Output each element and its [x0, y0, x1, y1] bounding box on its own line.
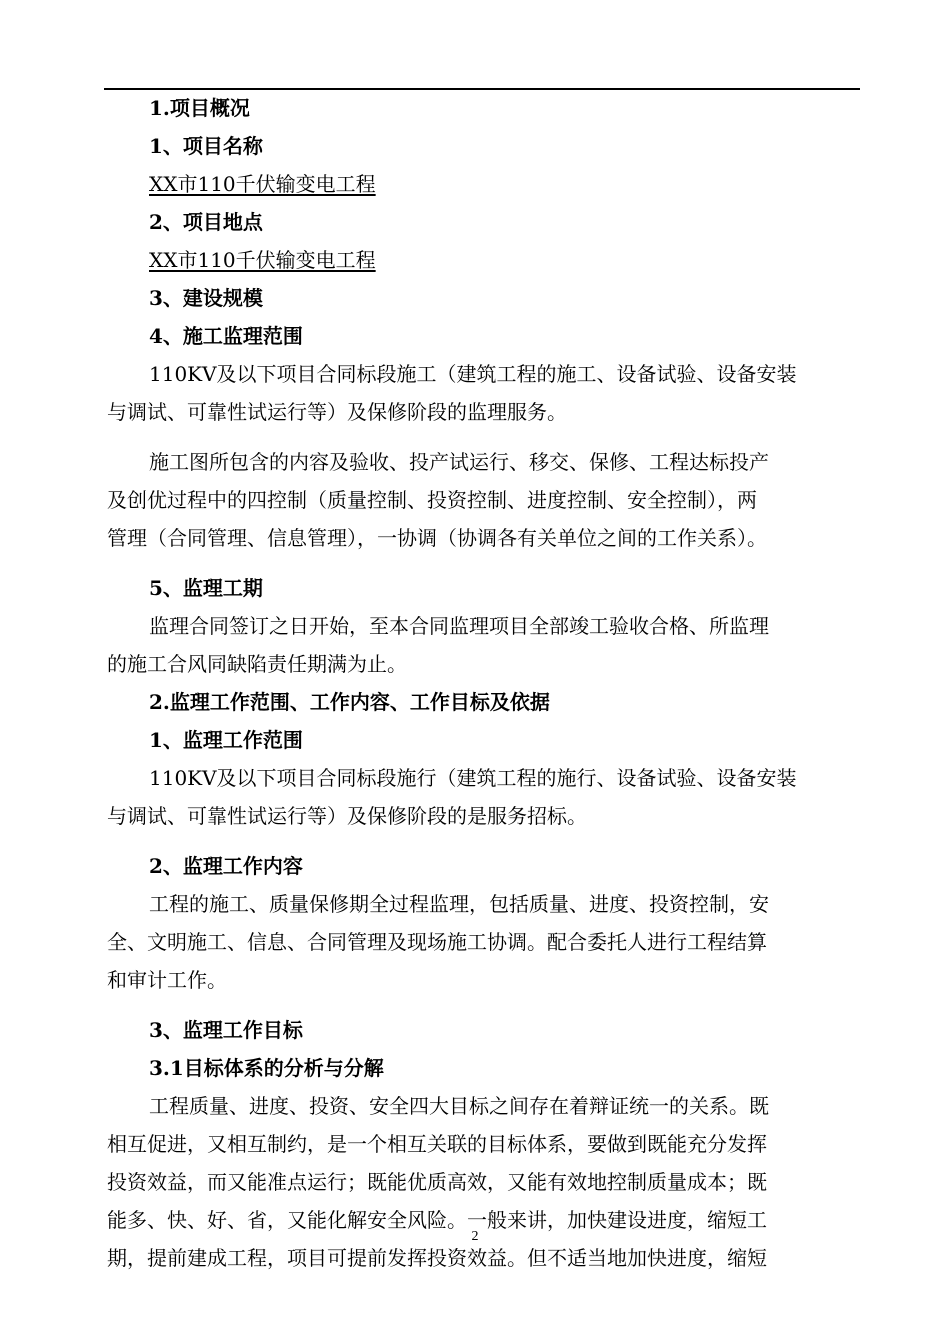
paragraph-line: 期，提前建成工程，项目可提前发挥投资效益。但不适当地加快进度，缩短 [107, 1246, 767, 1270]
paragraph-line: 工程的施工、质量保修期全过程监理，包括质量、进度、投资控制，安 [149, 892, 769, 916]
work-scope-heading: 1、监理工作范围 [149, 728, 303, 752]
project-location-heading: 2、项目地点 [149, 210, 263, 234]
document-body [107, 89, 859, 1277]
paragraph-line: 110KV及以下项目合同标段施行（建筑工程的施行、设备试验、设备安装 [149, 766, 797, 790]
supervision-period-heading: 5、监理工期 [149, 576, 263, 600]
paragraph-line: 和审计工作。 [107, 968, 227, 992]
paragraph-line: 投资效益，而又能准点运行；既能优质高效，又能有效地控制质量成本；既 [107, 1170, 767, 1194]
paragraph-line: 施工图所包含的内容及验收、投产试运行、移交、保修、工程达标投产 [149, 450, 769, 474]
work-content-heading: 2、监理工作内容 [149, 854, 303, 878]
project-name-heading: 1、项目名称 [149, 134, 263, 158]
project-name-value [107, 165, 859, 203]
page-number: 2 [471, 1229, 479, 1244]
paragraph-line: 的施工合风同缺陷责任期满为止。 [107, 652, 407, 676]
section-2-heading: 2.监理工作范围、工作内容、工作目标及依据 [149, 690, 550, 714]
supervision-scope-heading: 4、施工监理范围 [149, 324, 303, 348]
construction-scale-heading: 3、建设规模 [149, 286, 263, 310]
paragraph-line: 工程质量、进度、投资、安全四大目标之间存在着辩证统一的关系。既 [149, 1094, 769, 1118]
work-goal-heading: 3、监理工作目标 [149, 1018, 303, 1042]
paragraph-line: 与调试、可靠性试运行等）及保修阶段的监理服务。 [107, 400, 567, 424]
paragraph-line: 管理（合同管理、信息管理），一协调（协调各有关单位之间的工作关系）。 [107, 526, 767, 550]
section-1-heading: 1.项目概况 [149, 96, 250, 120]
project-name-text: XX市110千伏输变电工程 [149, 172, 376, 196]
paragraph-line: 能多、快、好、省，又能化解安全风险。一般来讲，加快建设进度，缩短工 [107, 1208, 767, 1232]
paragraph-line: 及创优过程中的四控制（质量控制、投资控制、进度控制、安全控制），两 [107, 488, 757, 512]
paragraph-line: 与调试、可靠性试运行等）及保修阶段的是服务招标。 [107, 804, 587, 828]
goal-analysis-heading: 3.1目标体系的分析与分解 [149, 1056, 384, 1080]
paragraph-line: 相互促进，又相互制约，是一个相互关联的目标体系，要做到既能充分发挥 [107, 1132, 767, 1156]
paragraph-line: 110KV及以下项目合同标段施工（建筑工程的施工、设备试验、设备安装 [149, 362, 797, 386]
paragraph-line: 全、文明施工、信息、合同管理及现场施工协调。配合委托人进行工程结算 [107, 930, 767, 954]
paragraph-line: 监理合同签订之日开始，至本合同监理项目全部竣工验收合格、所监理 [149, 614, 769, 638]
project-location-text: XX市110千伏输变电工程 [149, 248, 376, 272]
project-location-value [107, 241, 859, 279]
